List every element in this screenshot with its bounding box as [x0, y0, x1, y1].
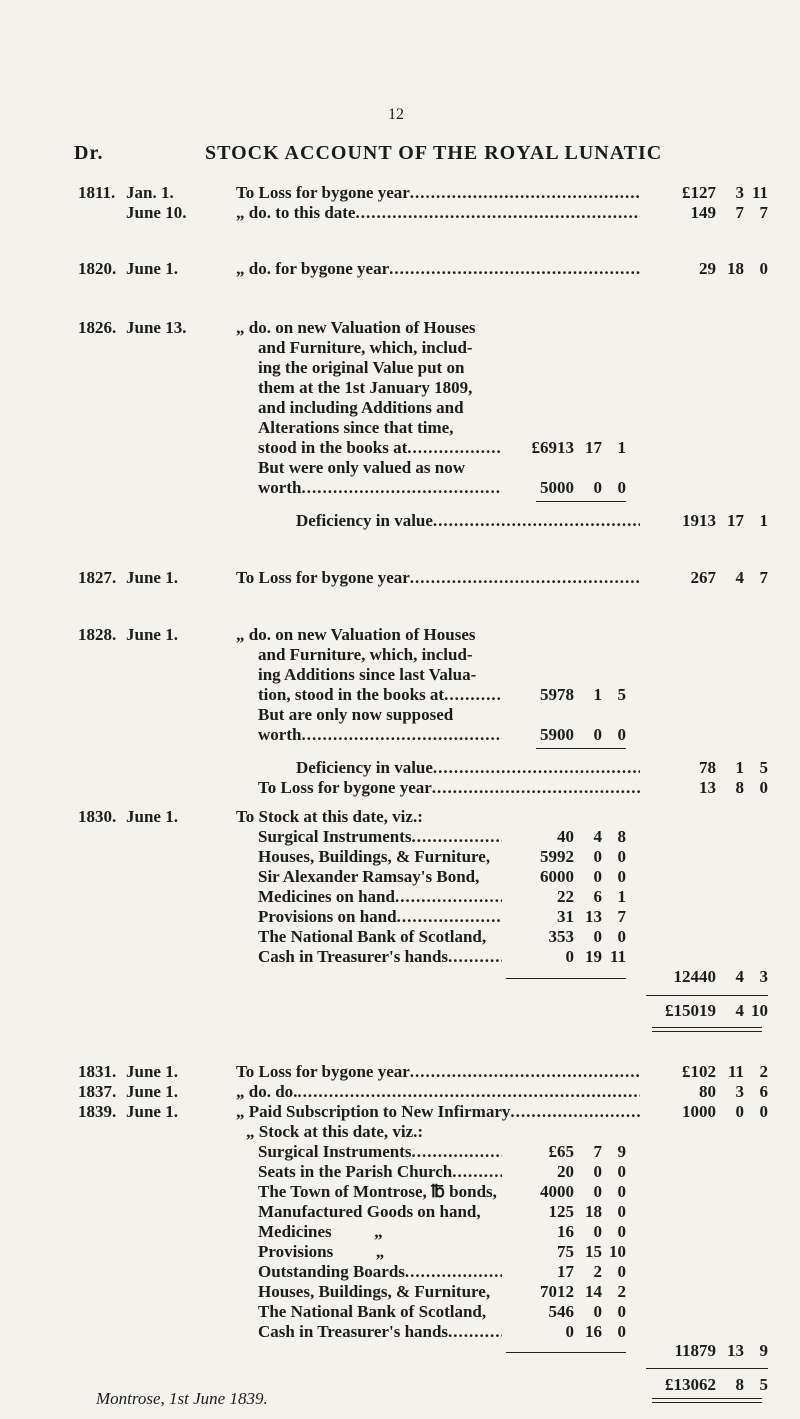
- double-rule: [652, 1027, 762, 1032]
- stock-item-label: Outstanding Boards .....: [258, 1262, 502, 1282]
- stock-item-amount: 6000 0 0: [540, 867, 626, 886]
- stock-item-label: Provisions „: [258, 1242, 385, 1261]
- entry-year: 1839.: [78, 1102, 117, 1121]
- subtotal-rule: [536, 501, 626, 502]
- stock-item-label: Provisions on hand .....: [258, 907, 502, 927]
- entry-amount: 1000 0 0: [682, 1102, 768, 1121]
- entry-date: June 1.: [126, 1062, 178, 1081]
- double-rule: [652, 1398, 762, 1403]
- total-rule: [646, 995, 768, 996]
- stock-item-amount: 0 19 11: [565, 947, 626, 966]
- stock-item-label: Surgical Instruments .....: [258, 1142, 502, 1162]
- stood-label: tion, stood in the books at .....: [258, 685, 502, 705]
- total-rule: [646, 1368, 768, 1369]
- entry-date: June 1.: [126, 807, 178, 826]
- stock-item-amount: 22 6 1: [557, 887, 626, 906]
- page-number: 12: [388, 106, 404, 123]
- loss-label: To Loss for bygone year .....: [258, 778, 640, 798]
- stock-item-amount: 353 0 0: [548, 927, 626, 946]
- stock-item-amount: 5992 0 0: [540, 847, 626, 866]
- stock-item-label: Houses, Buildings, & Furniture,: [258, 1282, 491, 1301]
- entry-date: June 1.: [126, 1102, 178, 1121]
- entry-date: Jan. 1.: [126, 183, 174, 202]
- entry-text: To Loss for bygone year .....: [236, 1062, 640, 1082]
- text-line: and Furniture, which, includ-: [258, 645, 473, 664]
- entry-amount: 80 3 6: [699, 1082, 768, 1101]
- deficiency-label: Deficiency in value .....: [296, 758, 640, 778]
- stock-item-label: Medicines on hand .....: [258, 887, 502, 907]
- entry-text: „ do. on new Valuation of Houses: [236, 318, 476, 337]
- stock-item-label: Sir Alexander Ramsay's Bond,: [258, 867, 480, 886]
- stock-item-label: The National Bank of Scotland,: [258, 1302, 487, 1321]
- text-line: and including Additions and: [258, 398, 464, 417]
- text-line: them at the 1st January 1809,: [258, 378, 473, 397]
- worth-label: worth .....: [258, 725, 502, 745]
- stock-item-amount: 4000 0 0: [540, 1182, 626, 1201]
- entry-text: To Stock at this date, viz.:: [236, 807, 423, 826]
- stock-item-label: Cash in Treasurer's hands .....: [258, 1322, 502, 1342]
- stock-item-amount: 546 0 0: [548, 1302, 626, 1321]
- stood-label: stood in the books at .....: [258, 438, 502, 458]
- stock-total: 11879 13 9: [674, 1341, 768, 1360]
- stock-item-label: Seats in the Parish Church .....: [258, 1162, 502, 1182]
- signature-line: Montrose, 1st June 1839.: [96, 1389, 268, 1408]
- worth-label: worth .....: [258, 478, 502, 498]
- entry-text: To Loss for bygone year .....: [236, 568, 640, 588]
- entry-text: To Loss for bygone year .....: [236, 183, 640, 203]
- stock-item-label: Cash in Treasurer's hands .....: [258, 947, 502, 967]
- entry-amount: 29 18 0: [699, 259, 768, 278]
- stock-item-amount: 20 0 0: [557, 1162, 626, 1181]
- entry-text: „ do. to this date .....: [236, 203, 640, 223]
- stock-item-label: The Town of Montrose, ℔ bonds,: [258, 1182, 497, 1201]
- entry-year: 1820.: [78, 259, 117, 278]
- entry-amount: 267 4 7: [690, 568, 768, 587]
- subtotal-rule: [536, 748, 626, 749]
- text-line: Alterations since that time,: [258, 418, 454, 437]
- text-line: But are only now supposed: [258, 705, 454, 724]
- entry-text: „ do. on new Valuation of Houses: [236, 625, 476, 644]
- stock-item-label: Houses, Buildings, & Furniture,: [258, 847, 491, 866]
- entry-amount: £102 11 2: [682, 1062, 768, 1081]
- stock-item-label: Surgical Instruments .....: [258, 827, 502, 847]
- text-line: ing Additions since last Valua-: [258, 665, 477, 684]
- entry-year: 1837.: [78, 1082, 117, 1101]
- worth-amount: 5900 0 0: [540, 725, 626, 744]
- loss-amount: 13 8 0: [699, 778, 768, 797]
- stock-item-amount: 40 4 8: [557, 827, 626, 846]
- stock-item-label: Manufactured Goods on hand,: [258, 1202, 481, 1221]
- grand-total: £15019 4 10: [665, 1001, 768, 1020]
- deficiency-amount: 1913 17 1: [682, 511, 768, 530]
- grand-total: £13062 8 5: [665, 1375, 768, 1394]
- stood-amount: 5978 1 5: [540, 685, 626, 704]
- stock-item-amount: 0 16 0: [565, 1322, 626, 1341]
- deficiency-label: Deficiency in value .....: [296, 511, 640, 531]
- entry-date: June 1.: [126, 625, 178, 644]
- subtotal-rule: [506, 978, 626, 979]
- entry-date: June 10.: [126, 203, 187, 222]
- text-line: But were only valued as now: [258, 458, 466, 477]
- page-title: STOCK ACCOUNT OF THE ROYAL LUNATIC: [205, 142, 663, 164]
- stood-amount: £6913 17 1: [531, 438, 626, 457]
- entry-date: June 13.: [126, 318, 187, 337]
- entry-year: 1826.: [78, 318, 117, 337]
- stock-item-label: The National Bank of Scotland,: [258, 927, 487, 946]
- entry-date: June 1.: [126, 568, 178, 587]
- text-line: and Furniture, which, includ-: [258, 338, 473, 357]
- stock-item-amount: 16 0 0: [557, 1222, 626, 1241]
- stock-total: 12440 4 3: [673, 967, 768, 986]
- stock-item-amount: 31 13 7: [557, 907, 626, 926]
- entry-amount: £127 3 11: [682, 183, 768, 202]
- stock-item-amount: 125 18 0: [548, 1202, 626, 1221]
- entry-amount: 149 7 7: [690, 203, 768, 222]
- entry-year: 1827.: [78, 568, 117, 587]
- entry-date: June 1.: [126, 1082, 178, 1101]
- stock-item-amount: 7012 14 2: [540, 1282, 626, 1301]
- stock-item-amount: £65 7 9: [548, 1142, 626, 1161]
- worth-amount: 5000 0 0: [540, 478, 626, 497]
- entry-text: „ do. for bygone year .....: [236, 259, 640, 279]
- entry-date: June 1.: [126, 259, 178, 278]
- stock-item-amount: 75 15 10: [557, 1242, 626, 1261]
- entry-text: „ do. do. .....: [236, 1082, 640, 1102]
- entry-year: 1830.: [78, 807, 117, 826]
- entry-text: „ Paid Subscription to New Infirmary .....: [236, 1102, 640, 1122]
- dr-label: Dr.: [74, 142, 104, 164]
- entry-year: 1828.: [78, 625, 117, 644]
- stock-item-amount: 17 2 0: [557, 1262, 626, 1281]
- deficiency-amount: 78 1 5: [699, 758, 768, 777]
- stock-intro: „ Stock at this date, viz.:: [246, 1122, 424, 1141]
- text-line: ing the original Value put on: [258, 358, 465, 377]
- subtotal-rule: [506, 1352, 626, 1353]
- stock-item-label: Medicines „: [258, 1222, 383, 1241]
- entry-year: 1831.: [78, 1062, 117, 1081]
- entry-year: 1811.: [78, 183, 116, 202]
